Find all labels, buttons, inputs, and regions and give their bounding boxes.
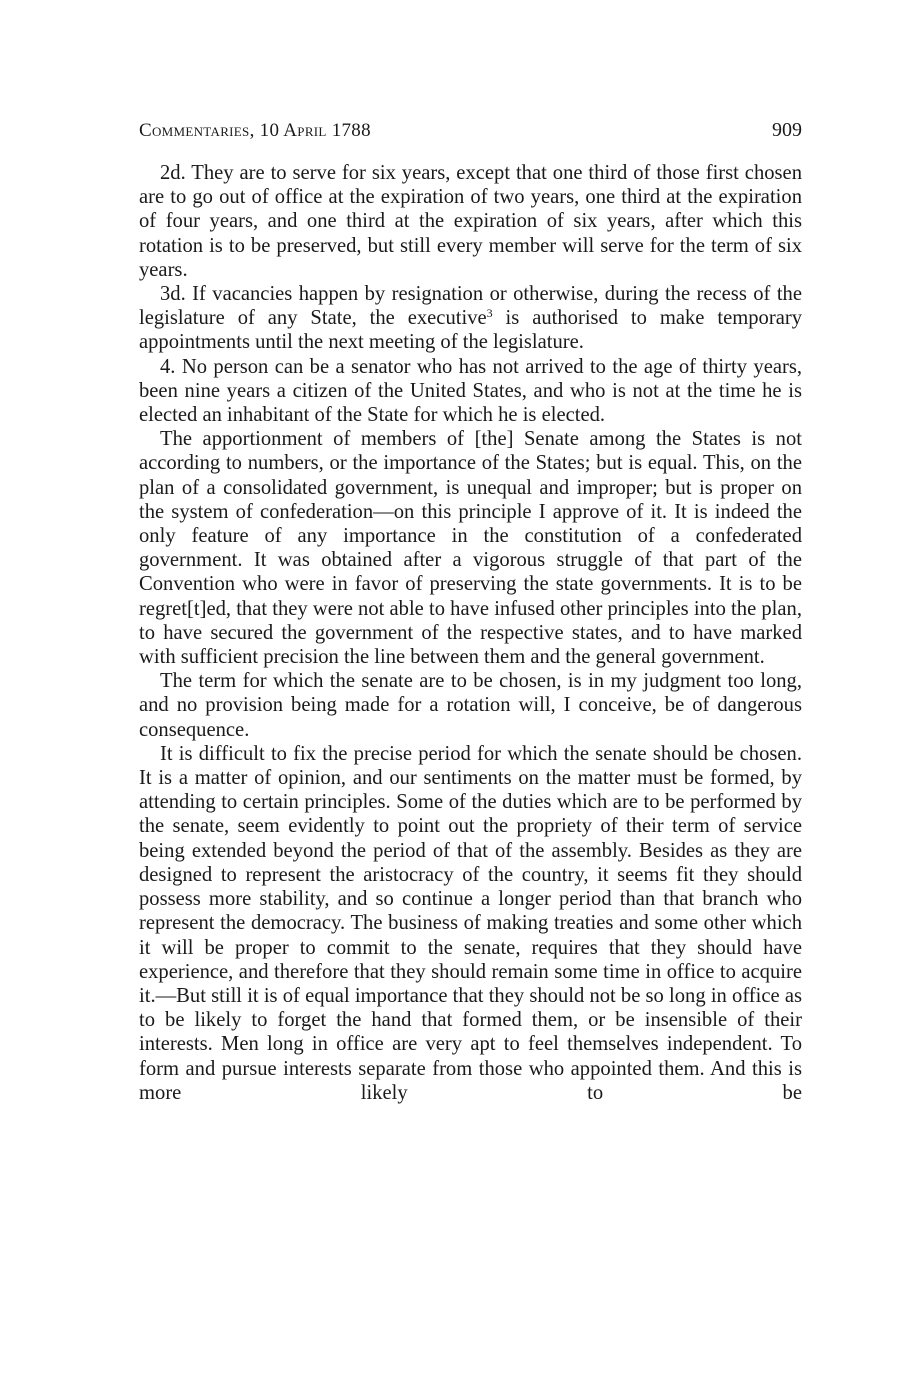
running-head (139, 118, 802, 143)
running-title: Commentaries, 10 April 1788 (139, 120, 371, 141)
document-page (139, 118, 802, 1105)
paragraph-vacancies-text: 3d. If vacancies happen by resignation or otherwise, during the recess of the legislature of any State, the executive (139, 283, 802, 330)
paragraph-vacancies (139, 282, 802, 355)
paragraph-vacancies-rest: is authorised to make temporary appointments until the next meeting of the legislature. (139, 307, 802, 354)
footnote-marker[interactable]: 3 (486, 306, 493, 321)
paragraph-term-of-service: 2d. They are to serve for six years, except that one third of those first chosen are to go out of office at the expiration of two years, one third at the expiration of four years, and one third at the expiration of six years, after which this rotation is to be preserved, but still every member will serve for the term of six years. (139, 162, 802, 281)
paragraph-term-length: The term for which the senate are to be chosen, is in my judgment too long, and no provision being made for a rotation will, I conceive, be of dangerous consequence. (139, 670, 802, 741)
paragraph-qualifications (139, 355, 802, 428)
body-text (139, 161, 802, 1105)
page-number: 909 (772, 119, 802, 141)
paragraph-apportionment: The apportionment of members of [the] Senate among the States is not according to numbers, or the importance of the States; but is equal. This, on the plan of a consolidated government, is unequal and improper; but is proper on the system of confederation—on this principle I approve of it. It is indeed the only feature of any importance in the constitution of a confederated government. It was obtained after a vigorous struggle of that part of the Convention who were in favor of preserving the state governments. It is to be regret[t]ed, that they were not able to have infused other principles into the plan, to have secured the government of the respective states, and to have marked with sufficient precision the line between them and the general government. (139, 428, 802, 669)
paragraph-number: 4. (160, 355, 176, 378)
paragraph-qualifications-text: No person can be a senator who has not arrived to the age of thirty years, been nine years a citizen of the United States, and who is not at the time he is elected an inhabitant of the State for which he is elected. (139, 355, 802, 427)
paragraph-period: It is difficult to fix the precise period for which the senate should be chosen. It is a matter of opinion, and our sentiments on the matter must be formed, by attending to certain principles. Some of the duties which are to be performed by the senate, seem evidently to point out the propriety of their term of service being extended beyond the period of that of the assembly. Besides as they are designed to represent the aristocracy of the country, it seems fit they should possess more stability, and so continue a longer period than that branch who represent the democracy. The business of making treaties and some other which it will be proper to commit to the senate, requires that they should have experience, and therefore that they should remain some time in office to acquire it.—But still it is of equal importance that they should not be so long in office as to be likely to forget the hand that formed them, or be insensible of their interests. Men long in office are very apt to feel themselves independent. To form and pursue interests separate from those who appointed them. And this is more likely to be (139, 742, 802, 1104)
